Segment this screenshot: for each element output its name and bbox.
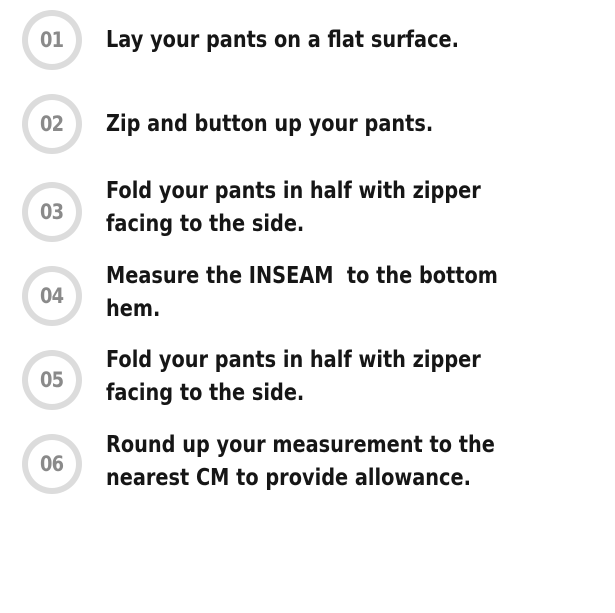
step-number: 02 (40, 112, 64, 136)
step-03 (22, 178, 592, 248)
step-text-line: facing to the side. (106, 211, 305, 237)
step-number-badge (22, 94, 82, 154)
step-number: 06 (40, 452, 64, 476)
step-02 (22, 94, 592, 164)
step-number-badge (22, 350, 82, 410)
step-number: 01 (40, 28, 64, 52)
step-text-line: nearest CM to provide allowance. (106, 465, 471, 491)
step-text-line: hem. (106, 296, 161, 322)
step-number-badge-inner (28, 272, 76, 320)
step-number-badge-inner (28, 16, 76, 64)
step-number: 04 (40, 284, 64, 308)
step-text (106, 24, 586, 57)
step-text (106, 344, 586, 410)
step-04 (22, 262, 592, 332)
step-05 (22, 346, 592, 416)
step-number-badge-inner (28, 100, 76, 148)
step-text-line: Measure the INSEAM to the bottom (106, 263, 498, 289)
step-text (106, 175, 586, 241)
step-text-line: Fold your pants in half with zipper (106, 347, 481, 373)
step-text-line: Round up your measurement to the (106, 432, 495, 458)
step-text (106, 108, 586, 141)
step-text-line: Lay your pants on a flat surface. (106, 27, 459, 53)
step-text-line: Zip and button up your pants. (106, 111, 434, 137)
step-number-badge (22, 10, 82, 70)
step-text-line: Fold your pants in half with zipper (106, 178, 481, 204)
step-number-badge (22, 182, 82, 242)
step-01 (22, 10, 592, 80)
step-number: 05 (40, 368, 64, 392)
step-06 (22, 430, 592, 500)
step-number-badge-inner (28, 188, 76, 236)
step-number-badge (22, 434, 82, 494)
step-number-badge-inner (28, 356, 76, 404)
step-number-badge (22, 266, 82, 326)
step-text (106, 260, 586, 326)
step-number-badge-inner (28, 440, 76, 488)
step-text-line: facing to the side. (106, 380, 305, 406)
step-text (106, 429, 586, 495)
step-number: 03 (40, 200, 64, 224)
